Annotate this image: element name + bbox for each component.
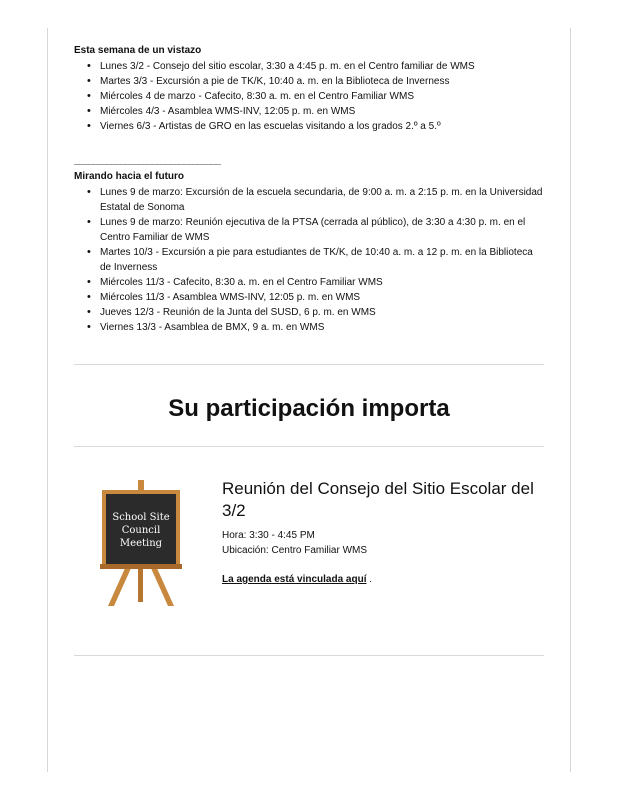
meeting-card [222,478,542,587]
easel-leg-left [108,566,132,606]
list-item: • Lunes 9 de marzo: Reunión ejecutiva de la PTSA (cerrada al público), de 3:30 a 4:30 p. m. en el Centro Familiar de WMS [100,215,546,245]
meeting-location: Ubicación: Centro Familiar WMS [222,545,368,556]
looking-ahead-title: Mirando hacia el futuro [74,171,185,182]
chalkboard-easel-image [100,480,182,608]
meeting-time: Hora: 3:30 - 4:45 PM [222,530,315,541]
schedule-section [74,44,546,335]
agenda-link[interactable]: La agenda está vinculada aquí [222,574,367,585]
list-item: • Lunes 9 de marzo: Excursión de la escuela secundaria, de 9:00 a. m. a 2:15 p. m. en la Universidad Estatal de Sonoma [100,185,546,215]
list-item: • Miércoles 4 de marzo - Cafecito, 8:30 a. m. en el Centro Familiar WMS [100,89,546,104]
easel-leg-right [150,566,174,606]
divider [74,655,544,656]
separator-line: ________________________________ [74,155,220,166]
divider [74,446,544,447]
list-item: • Miércoles 11/3 - Asamblea WMS-INV, 12:05 p. m. en WMS [100,290,546,305]
easel-leg-back [138,566,143,602]
this-week-list [74,59,546,134]
list-item: • Martes 3/3 - Excursión a pie de TK/K, 10:40 a. m. en la Biblioteca de Inverness [100,74,546,89]
hero-title: Su participación importa [168,395,450,422]
looking-ahead-list [74,185,546,335]
agenda-suffix: . [366,574,373,585]
meeting-title: Reunión del Consejo del Sitio Escolar del 3/2 [222,479,534,520]
list-item: • Lunes 3/2 - Consejo del sitio escolar, 3:30 a 4:45 p. m. en el Centro familiar de WMS [100,59,546,74]
list-item: • Miércoles 11/3 - Cafecito, 8:30 a. m. en el Centro Familiar WMS [100,275,546,290]
this-week-title: Esta semana de un vistazo [74,45,202,56]
chalk-text-line: School Site [112,512,170,523]
list-item: • Miércoles 4/3 - Asamblea WMS-INV, 12:05 p. m. en WMS [100,104,546,119]
list-item: • Viernes 13/3 - Asamblea de BMX, 9 a. m. en WMS [100,320,546,335]
chalk-text-line: Council [121,525,161,536]
easel-shelf [100,564,182,569]
list-item: • Viernes 6/3 - Artistas de GRO en las escuelas visitando a los grados 2.º a 5.º [100,119,546,134]
list-item: • Jueves 12/3 - Reunión de la Junta del SUSD, 6 p. m. en WMS [100,305,546,320]
chalk-text-line: Meeting [119,538,163,549]
divider [74,364,544,365]
list-item: • Martes 10/3 - Excursión a pie para estudiantes de TK/K, de 10:40 a. m. a 12 p. m. en la Biblioteca de Inverness [100,245,546,275]
agenda-line [222,572,542,587]
